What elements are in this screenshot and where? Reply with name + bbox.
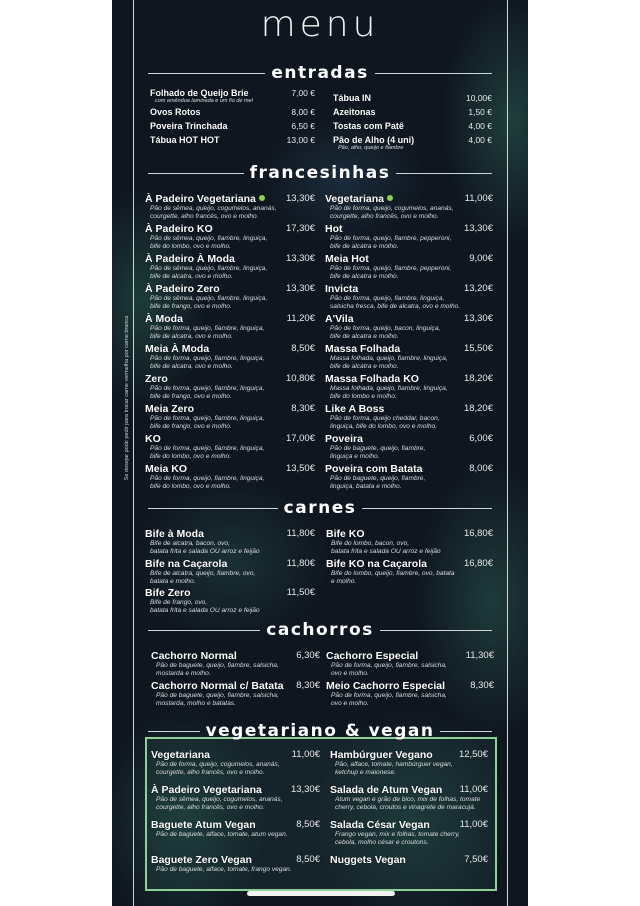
item-price: 17,00€ bbox=[285, 433, 315, 444]
item-name bbox=[325, 463, 493, 475]
section-title: cachorros bbox=[266, 620, 374, 640]
item-name bbox=[325, 253, 493, 265]
item-price: 13,30€ bbox=[285, 253, 315, 264]
menu-item[interactable] bbox=[145, 558, 315, 586]
menu-item[interactable] bbox=[145, 433, 315, 461]
menu-item[interactable] bbox=[325, 223, 493, 251]
item-name-text: Tostas com Patê bbox=[333, 121, 404, 131]
section-title: carnes bbox=[283, 498, 357, 518]
item-name-text: Salada César Vegan bbox=[330, 819, 430, 831]
item-name bbox=[145, 343, 315, 355]
item-name-text: Vegetariana bbox=[325, 193, 384, 205]
item-description: Atum vegan e grão de bico, mix de folhas, tomate cherry, cebola, croutos e vinagrete de maracujá. bbox=[335, 796, 481, 811]
menu-item[interactable] bbox=[325, 463, 493, 491]
item-name-text: Bife KO na Caçarola bbox=[326, 557, 427, 570]
item-price: 13,20€ bbox=[463, 283, 493, 294]
item-name-text: À Moda bbox=[145, 313, 183, 325]
item-name-text: Cachorro Normal c/ Batata bbox=[151, 680, 284, 692]
item-name-text: Ovos Rotos bbox=[150, 107, 201, 117]
menu-item[interactable] bbox=[330, 784, 488, 812]
menu-item[interactable] bbox=[333, 107, 492, 117]
section-title: entradas bbox=[271, 63, 369, 83]
item-name-text: Zero bbox=[145, 373, 168, 385]
item-name-text: À Padeiro Vegetariana bbox=[145, 193, 256, 205]
section-title: vegetariano & vegan bbox=[205, 721, 435, 741]
item-description: Bife de alcatra, bacon, ovo, batata frita e salada OU arroz e feijão bbox=[150, 540, 260, 555]
item-description: Pão de sêmea, queijo, cogumelos, ananás, courgette, alho francês, ovo e molho. bbox=[156, 796, 283, 811]
menu-item[interactable] bbox=[145, 463, 315, 491]
item-price: 16,80€ bbox=[463, 557, 493, 569]
item-price: 13,30€ bbox=[463, 313, 493, 324]
menu-title: menu bbox=[260, 4, 380, 45]
item-name-text: Baguete Zero Vegan bbox=[151, 854, 252, 866]
menu-item[interactable] bbox=[151, 819, 320, 839]
item-price: 11,20€ bbox=[286, 313, 315, 324]
item-price: 13,30€ bbox=[285, 283, 315, 294]
item-name-text: Bife na Caçarola bbox=[145, 557, 228, 570]
item-price: 10,80€ bbox=[285, 373, 315, 384]
item-description: Pão de sêmea, queijo, cogumelos, ananás, courgette, alho francês, ovo e molho. bbox=[150, 205, 277, 220]
menu-item[interactable] bbox=[325, 253, 493, 281]
section-heading-cachorros bbox=[148, 620, 492, 640]
item-price: 13,30€ bbox=[463, 223, 493, 234]
item-description: Pão de forma, queijo, fiambre, pepperoni, bife de alcatra e molho. bbox=[330, 235, 452, 250]
item-description: Pão de baguete, alface, tomate, frango vegan. bbox=[156, 866, 292, 873]
item-price: 10,00€ bbox=[466, 93, 492, 103]
item-description: Massa folhada, queijo, fiambre, linguiça, bife de alcatra e molho. bbox=[330, 355, 448, 370]
item-price: 11,50€ bbox=[286, 587, 315, 598]
item-name bbox=[151, 650, 320, 662]
item-description: Pão de baguete, alface, tomate, atum vegan. bbox=[156, 831, 288, 838]
item-price: 17,30€ bbox=[285, 223, 315, 234]
item-price: 7,00 € bbox=[291, 88, 315, 98]
menu-item[interactable] bbox=[145, 223, 315, 251]
menu-item[interactable] bbox=[330, 854, 488, 866]
menu-item[interactable] bbox=[145, 343, 315, 371]
menu-item[interactable] bbox=[326, 680, 494, 708]
divider-line bbox=[375, 73, 492, 74]
item-name-text: KO bbox=[145, 433, 161, 445]
item-description: Pão de forma, queijo, cogumelos, ananás, courgette, alho francês, ovo e molho. bbox=[330, 205, 454, 220]
menu-item[interactable] bbox=[326, 650, 494, 678]
item-name-text: Bife KO bbox=[326, 528, 365, 540]
menu-item[interactable] bbox=[333, 121, 492, 131]
item-price: 13,00 € bbox=[286, 135, 315, 145]
item-description: Pão de forma, queijo, cogumelos, ananás, courgette, alho francês, ovo e molho. bbox=[156, 761, 280, 776]
item-name bbox=[145, 403, 315, 415]
item-description: Pão de baguete, queijo, fiambre, salsicha, mostarda e molho. bbox=[156, 662, 279, 677]
item-description: Pão de forma, queijo, bacon, linguiça, bife de alcatra e molho. bbox=[330, 325, 441, 340]
menu-board bbox=[112, 0, 528, 906]
item-name-text: Tábua HOT HOT bbox=[150, 135, 220, 145]
item-description: Pão de forma, queijo, fiambre, linguiça, bife de alcatra, ovo e molho. bbox=[150, 325, 265, 340]
divider-line bbox=[440, 731, 492, 732]
item-price: 11,30€ bbox=[465, 650, 494, 661]
item-name bbox=[325, 433, 493, 445]
item-price: 13,30€ bbox=[285, 193, 315, 204]
item-price: 8,30€ bbox=[296, 680, 320, 691]
item-price: 8,30€ bbox=[291, 403, 315, 414]
item-name bbox=[326, 680, 494, 692]
item-name-text: Meia KO bbox=[145, 463, 188, 475]
divider-line bbox=[148, 630, 260, 631]
item-name-text: À Padeiro Zero bbox=[145, 283, 220, 295]
item-name bbox=[151, 819, 320, 831]
item-name-text: Folhado de Queijo Brie bbox=[150, 88, 249, 98]
menu-item[interactable] bbox=[151, 680, 320, 708]
menu-item[interactable] bbox=[325, 343, 493, 371]
item-price: 9,00€ bbox=[469, 253, 493, 264]
item-price: 8,30€ bbox=[470, 680, 494, 691]
item-name-text: Meia Hot bbox=[325, 253, 369, 265]
item-price: 11,00€ bbox=[291, 749, 320, 760]
vegetarian-dot-icon bbox=[259, 195, 265, 201]
menu-item[interactable] bbox=[325, 373, 493, 401]
menu-item[interactable] bbox=[325, 433, 493, 461]
item-description: Pão, alho, queijo e fiambre bbox=[338, 145, 404, 151]
item-price: 18,20€ bbox=[463, 403, 493, 414]
item-description: Pão de forma, queijo, fiambre, salsicha, ovo e molho. bbox=[331, 692, 447, 707]
item-description: Pão de sêmea, queijo, fiambre, linguiça, bife do lombo, ovo e molho. bbox=[150, 235, 268, 250]
menu-item[interactable] bbox=[145, 587, 315, 615]
section-heading-vegan bbox=[148, 721, 492, 741]
item-name bbox=[150, 88, 315, 98]
item-description: com amêndoa laminada e um fio de mel bbox=[155, 98, 253, 104]
item-name bbox=[150, 121, 315, 131]
item-price: 6,50 € bbox=[291, 121, 315, 131]
divider-line bbox=[148, 731, 200, 732]
menu-item[interactable] bbox=[325, 283, 493, 311]
item-name-text: Bife Zero bbox=[145, 587, 191, 599]
menu-item[interactable] bbox=[151, 784, 320, 812]
item-price: 18,20€ bbox=[463, 373, 493, 384]
menu-item[interactable] bbox=[333, 93, 492, 103]
item-description: Pão de baguete, queijo, fiambre, linguiça e molho. bbox=[330, 445, 426, 460]
menu-item[interactable] bbox=[333, 135, 492, 151]
item-description: Pão de forma, queijo, fiambre, linguiça, bife de frango, ovo e molho. bbox=[150, 385, 265, 400]
item-description: Pão de forma, queijo, fiambre, linguiça, bife do lombo, ovo e molho. bbox=[150, 445, 265, 460]
vegetarian-dot-icon bbox=[387, 195, 393, 201]
item-name bbox=[151, 680, 320, 692]
divider-line bbox=[148, 173, 244, 174]
divider-line bbox=[148, 508, 278, 509]
item-price: 8,00€ bbox=[469, 463, 493, 474]
item-description: Pão de forma, queijo, fiambre, salsicha, ovo e molho. bbox=[331, 662, 447, 677]
item-description: Bife de alcatra, queijo, fiambre, ovo, batata e molho. bbox=[150, 569, 256, 585]
item-price: 11,80€ bbox=[286, 528, 315, 539]
item-name bbox=[150, 107, 315, 117]
item-price: 6,00€ bbox=[469, 433, 493, 444]
menu-item[interactable] bbox=[145, 253, 315, 281]
item-name-text: Massa Folhada bbox=[325, 343, 401, 355]
item-name-text: Tábua IN bbox=[333, 93, 372, 103]
menu-item[interactable] bbox=[150, 135, 315, 145]
item-price: 11,00€ bbox=[464, 193, 493, 204]
item-price: 8,50€ bbox=[296, 819, 320, 830]
menu-item[interactable] bbox=[325, 313, 493, 341]
item-name-text: Poveira com Batata bbox=[325, 463, 423, 475]
item-description: Pão de forma, queijo, fiambre, linguiça, salsicha fresca, bife de alcatra, ovo e molho. bbox=[330, 295, 461, 310]
item-name-text: Nuggets Vegan bbox=[330, 854, 406, 866]
section-title: francesinhas bbox=[249, 163, 391, 183]
menu-item[interactable] bbox=[150, 121, 315, 131]
item-price: 7,50€ bbox=[464, 854, 488, 865]
item-name-text: Cachorro Normal bbox=[151, 650, 237, 662]
divider-line bbox=[380, 630, 492, 631]
item-description: Pão de baguete, queijo, fiambre, salsicha, mostarda, molho e batatas. bbox=[156, 692, 279, 707]
item-description: Pão de forma, queijo, fiambre, linguiça, bife de frango, ovo e molho. bbox=[150, 415, 265, 430]
menu-item[interactable] bbox=[151, 650, 320, 678]
menu-item[interactable] bbox=[330, 819, 488, 847]
item-name-text: Vegetariana bbox=[151, 749, 210, 761]
menu-item[interactable] bbox=[150, 88, 315, 104]
section-heading-francesinhas bbox=[148, 163, 492, 183]
menu-item[interactable] bbox=[145, 313, 315, 341]
item-name-text: Meia À Moda bbox=[145, 343, 210, 355]
item-price: 1,50 € bbox=[468, 107, 492, 117]
item-description: Pão, alface, tomate, hambúrguer vegan, ketchup e maionese. bbox=[335, 761, 453, 776]
item-name-text: Like A Boss bbox=[325, 403, 385, 415]
item-price: 8,00 € bbox=[291, 107, 315, 117]
item-name-text: Hot bbox=[325, 223, 343, 235]
item-name-text: Pão de Alho (4 uni) bbox=[333, 135, 415, 145]
home-indicator[interactable] bbox=[247, 891, 395, 896]
item-name-text: À Padeiro À Moda bbox=[145, 253, 235, 265]
item-name-text: Meia Zero bbox=[145, 403, 195, 415]
item-description: Bife do lombo, bacon, ovo, batata frita e salada OU arroz e feijão bbox=[331, 540, 441, 555]
item-name-text: Poveira bbox=[325, 433, 363, 445]
item-name-text: À Padeiro Vegetariana bbox=[151, 784, 262, 796]
item-description: Bife do lombo, queijo, fiambre, ovo, batata e molho. bbox=[331, 569, 455, 585]
item-price: 11,00€ bbox=[459, 784, 488, 795]
item-description: Pão de baguete, queijo, fiambre, linguiça, batata e molho. bbox=[330, 475, 426, 490]
item-price: 8,50€ bbox=[291, 343, 315, 354]
menu-item[interactable] bbox=[145, 283, 315, 311]
menu-item[interactable] bbox=[145, 193, 315, 221]
item-name-text: Meio Cachorro Especial bbox=[326, 680, 446, 692]
menu-item[interactable] bbox=[151, 749, 320, 777]
side-note: Se desejar pode pedir para trocar carne vermelha por carne branca bbox=[124, 315, 130, 481]
menu-item[interactable] bbox=[325, 403, 493, 431]
item-name-text: Invicta bbox=[325, 283, 359, 295]
menu-item[interactable] bbox=[145, 403, 315, 431]
item-name-text: A'Vila bbox=[325, 313, 354, 325]
menu-item[interactable] bbox=[326, 558, 493, 586]
item-name-text: Poveira Trinchada bbox=[150, 121, 228, 131]
item-price: 6,30€ bbox=[296, 650, 320, 661]
item-price: 11,80€ bbox=[286, 557, 315, 569]
item-price: 13,30€ bbox=[290, 784, 320, 795]
item-name-text: Hambúrguer Vegano bbox=[330, 749, 433, 761]
item-price: 8,50€ bbox=[296, 854, 320, 865]
menu-item[interactable] bbox=[145, 373, 315, 401]
item-price: 15,50€ bbox=[463, 343, 493, 354]
item-name-text: Baguete Atum Vegan bbox=[151, 819, 256, 831]
item-name-text: Azeitonas bbox=[333, 107, 376, 117]
item-price: 11,00€ bbox=[459, 819, 488, 830]
menu-item[interactable] bbox=[325, 193, 493, 221]
item-price: 16,80€ bbox=[463, 528, 493, 539]
item-description: Bife de frango, ovo, batata frita e salada OU arroz e feijão bbox=[150, 599, 260, 614]
item-name-text: Massa Folhada KO bbox=[325, 373, 419, 385]
menu-item[interactable] bbox=[151, 854, 320, 874]
item-price: 4,00 € bbox=[468, 121, 492, 131]
menu-item[interactable] bbox=[145, 528, 315, 556]
divider-line bbox=[362, 508, 492, 509]
item-description: Pão de forma, queijo, fiambre, linguiça, bife do lombo, ovo e molho. bbox=[150, 475, 265, 490]
item-price: 13,50€ bbox=[285, 463, 315, 474]
section-heading-entradas bbox=[148, 63, 492, 83]
item-price: 4,00 € bbox=[468, 135, 492, 145]
item-description: Pão de sêmea, queijo, fiambre, linguiça, bife de alcatra, ovo e molho. bbox=[150, 265, 268, 280]
item-description: Frango vegan, mix e folhas, tomate cherry, cebola, molho césar e croutons. bbox=[335, 831, 460, 846]
item-description: Massa folhada, queijo, fiambre, linguiça, bife do lombo e molho. bbox=[330, 385, 448, 400]
item-price: 12,50€ bbox=[458, 749, 488, 760]
divider-line bbox=[396, 173, 492, 174]
item-description: Pão de forma, queijo, fiambre, pepperoni, bife de alcatra e molho. bbox=[330, 265, 452, 280]
menu-item[interactable] bbox=[330, 749, 488, 777]
item-description: Pão de forma, queijo, fiambre, linguiça, bife de alcatra, ovo e molho. bbox=[150, 355, 265, 370]
item-name-text: À Padeiro KO bbox=[145, 223, 213, 235]
item-name-text: Salada de Atum Vegan bbox=[330, 784, 443, 796]
section-heading-carnes bbox=[148, 498, 492, 518]
item-description: Pão de sêmea, queijo, fiambre, linguiça, bife de frango, ovo e molho. bbox=[150, 295, 268, 310]
menu-item[interactable] bbox=[150, 107, 315, 117]
menu-item[interactable] bbox=[326, 528, 493, 556]
item-name bbox=[151, 854, 320, 866]
item-description: Pão de forma, queijo cheddar, bacon, linguiça, bife do lombo, ovo e molho. bbox=[330, 415, 440, 430]
item-name-text: Bife à Moda bbox=[145, 528, 204, 540]
item-name-text: Cachorro Especial bbox=[326, 650, 419, 662]
divider-line bbox=[148, 73, 265, 74]
